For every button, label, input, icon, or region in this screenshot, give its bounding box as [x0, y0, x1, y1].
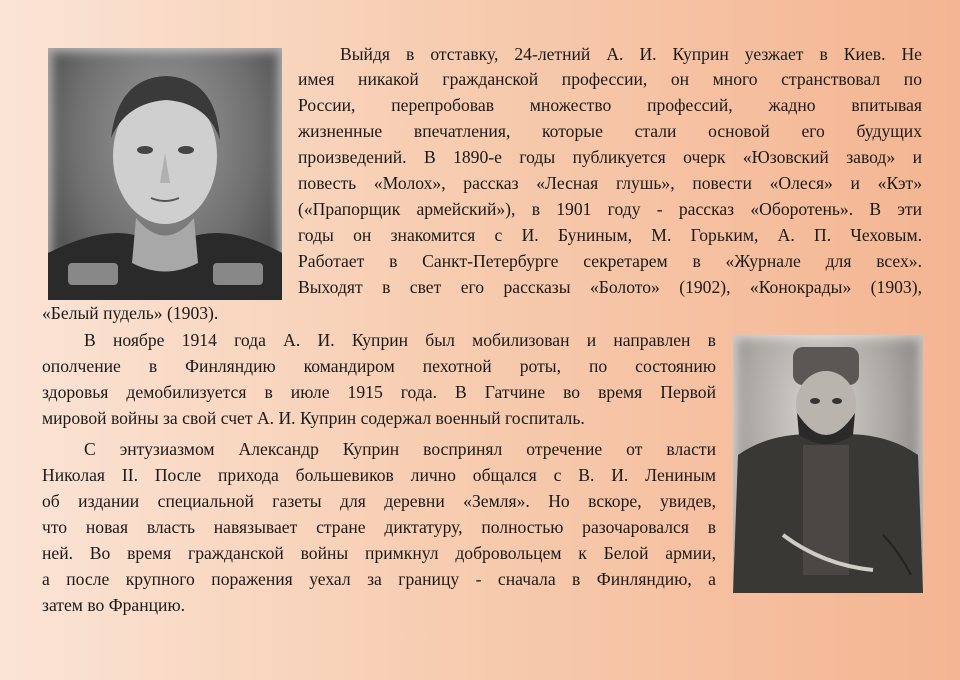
text-line: об издании специальной газеты для деревни «Земля». Но вскоре, увидев, [42, 491, 716, 511]
text-line: здоровья демобилизуется в июле 1915 года. В Гатчине во время Первой [42, 382, 716, 402]
text-line: В ноябре 1914 года А. И. Куприн был мобилизован и направлен в [84, 330, 716, 350]
text-line: жизненные впечатления, которые стали основой его будущих [298, 121, 922, 141]
text-line: а после крупного поражения уехал за границу - сначала в Финляндию, а [42, 569, 716, 589]
text-line: Николая II. После прихода большевиков лично общался с В. И. Лениным [42, 465, 716, 485]
text-line: что новая власть навязывает стране диктатуру, полностью разочаровался в [42, 517, 716, 537]
text-line: затем во Францию. [42, 595, 186, 615]
text-line: повесть «Молох», рассказ «Лесная глушь», повести «Олеся» и «Кэт» [298, 173, 922, 193]
text-line: («Прапорщик армейский»), в 1901 году - рассказ «Оборотень». В эти [298, 199, 922, 219]
text-line: Работает в Санкт-Петербурге секретарем в «Журнале для всех». [298, 251, 922, 271]
text-line: имея никакой гражданской профессии, он много странствовал по [298, 69, 922, 89]
text-line: «Белый пудель» (1903). [42, 303, 219, 323]
text-line: ополчение в Финляндию командиром пехотной роты, по состоянию [42, 356, 716, 376]
text-line: мировой войны за свой счет А. И. Куприн содержал военный госпиталь. [42, 408, 585, 428]
portrait-officer-kuprin-photo [733, 335, 923, 593]
text-line: годы он знакомится с И. Буниным, М. Горьким, А. П. Чеховым. [298, 225, 922, 245]
text-line: России, перепробовав множество профессий, жадно впитывая [298, 95, 922, 115]
text-line: произведений. В 1890-е годы публикуется очерк «Юзовский завод» и [298, 147, 922, 167]
text-line: ней. Во время гражданской войны примкнул добровольцем к Белой армии, [42, 543, 716, 563]
text-line: Выходят в свет его рассказы «Болото» (1902), «Конокрады» (1903), [298, 277, 922, 297]
portrait-young-kuprin-photo [48, 48, 282, 300]
text-line: Выйдя в отставку, 24-летний А. И. Куприн уезжает в Киев. Не [340, 44, 922, 64]
text-line: С энтузиазмом Александр Куприн воспринял отречение от власти [84, 439, 716, 459]
